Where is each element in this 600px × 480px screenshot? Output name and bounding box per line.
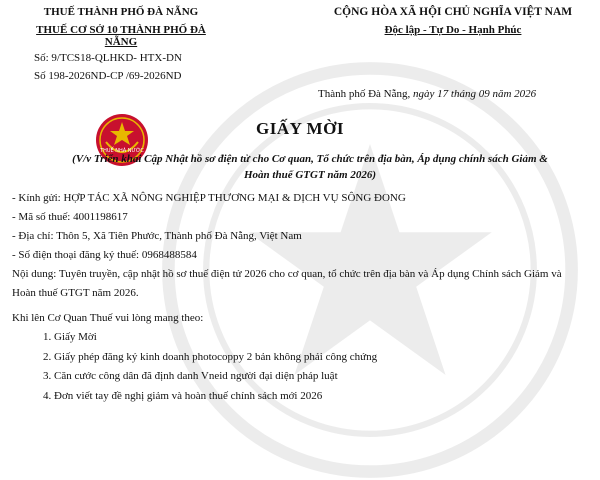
recipient-line: - Kính gửi: HỢP TÁC XÃ NÔNG NGHIỆP THƯƠNG MẠI & DỊCH VỤ SÔNG ĐONG (12, 192, 406, 204)
date-text: ngày 17 tháng 09 năm 2026 (413, 88, 537, 100)
list-item: 3. Căn cước công dân đã định danh Vneid người đại diện pháp luật (54, 367, 588, 387)
list-item: 1. Giấy Mời (54, 328, 588, 348)
address-line: - Địa chỉ: Thôn 5, Xã Tiên Phước, Thành phố Đà Nẵng, Việt Nam (12, 230, 302, 242)
document-title: GIẤY MỜI (256, 119, 344, 138)
phone-line: - Số điện thoại đăng ký thuế: 0968488584 (12, 249, 197, 261)
document-subject: (V/v Triển khai Cập Nhật hồ sơ điện tử cho Cơ quan, Tổ chức trên địa bàn, Áp dụng chính sách Giảm & Hoàn thuế GTGT năm 2026) (72, 153, 548, 181)
list-item: 4. Đơn viết tay đề nghị giảm và hoàn thuế chính sách mới 2026 (54, 387, 588, 407)
bring-intro: Khi lên Cơ Quan Thuế vui lòng mang theo: (12, 312, 204, 324)
nation-name: CỘNG HÒA XÃ HỘI CHỦ NGHĨA VIỆT NAM (333, 6, 573, 18)
place-date-line (318, 88, 536, 100)
national-motto: Độc lập - Tự Do - Hạnh Phúc (384, 24, 522, 36)
emblem-text: THUẾ NHÀ NƯỚC (100, 148, 144, 154)
national-heading (318, 6, 588, 36)
document-number: Số: 9/TCS18-QLHKD- HTX-DN (34, 52, 182, 64)
place-text: Thành phố Đà Nẵng, (318, 88, 414, 100)
list-item: 2. Giấy phép đăng ký kinh doanh photocoppy 2 bản không phải công chứng (54, 348, 588, 368)
tax-code-line: - Mã số thuế: 4001198617 (12, 211, 128, 223)
issuer-name: THUẾ THÀNH PHỐ ĐÀ NẴNG (43, 6, 199, 18)
content-paragraph: Nội dung: Tuyên truyền, cập nhật hồ sơ thuế điện tử 2026 cho cơ quan, tổ chức trên địa bàn và Áp dụng Chính sách Giảm và Hoàn thuế GTGT năm 2026. (12, 268, 562, 299)
document-body (12, 189, 588, 406)
decree-reference: Số 198-2026ND-CP /69-2026ND (34, 70, 182, 82)
issuer-block (22, 6, 262, 82)
issuer-subunit: THUẾ CƠ SỞ 10 THÀNH PHỐ ĐÀ NẴNG (36, 24, 206, 48)
required-items-list (12, 328, 588, 406)
